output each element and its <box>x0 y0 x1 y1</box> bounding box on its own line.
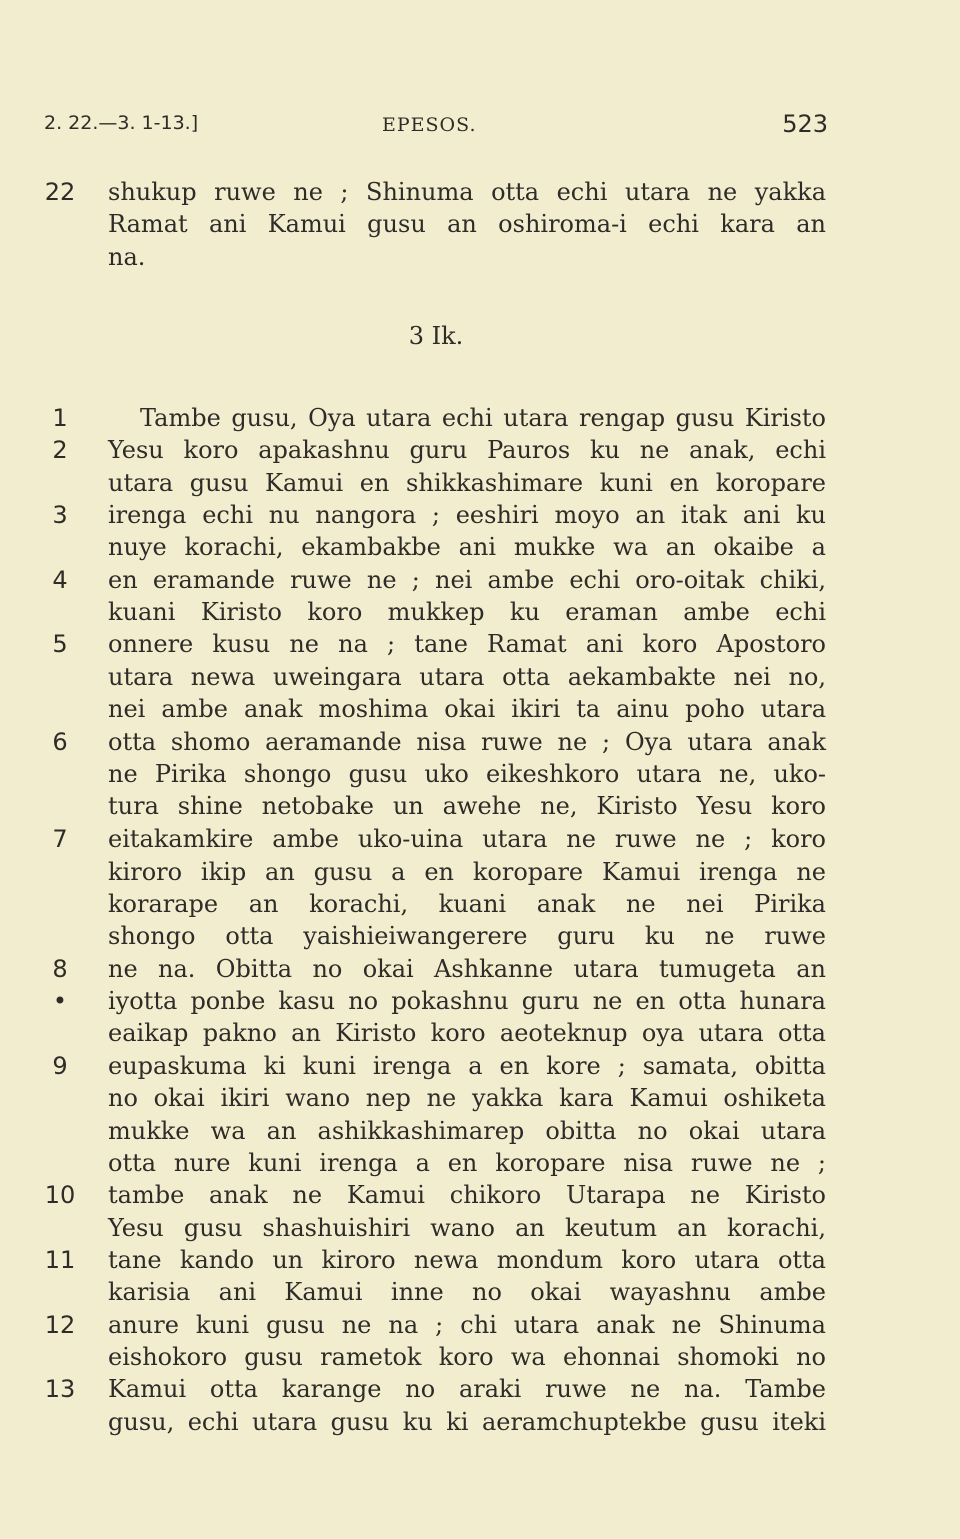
verse-number: 12 <box>44 1311 76 1339</box>
text-line: ne na. Obitta no okai Ashkanne utara tumugeta an <box>108 955 826 983</box>
text-line: kiroro ikip an gusu a en koropare Kamui irenga ne <box>108 858 826 886</box>
text-line: tane kando un kiroro newa mondum koro utara otta <box>108 1246 826 1274</box>
running-header <box>44 112 828 142</box>
verse-number: 4 <box>52 566 68 594</box>
text-line: anure kuni gusu ne na ; chi utara anak ne Shinuma <box>108 1311 826 1339</box>
verse-number: 10 <box>44 1181 76 1209</box>
text-line: shongo otta yaishieiwangerere guru ku ne ruwe <box>108 922 826 950</box>
verse-number: 22 <box>44 178 76 206</box>
text-line: Yesu koro apakashnu guru Pauros ku ne anak, echi <box>108 436 826 464</box>
text-line: gusu, echi utara gusu ku ki aeramchuptekbe gusu iteki <box>108 1408 826 1436</box>
text-line: mukke wa an ashikkashimarep obitta no okai utara <box>108 1117 826 1145</box>
text-line: shukup ruwe ne ; Shinuma otta echi utara ne yakka <box>108 178 826 206</box>
text-line: iyotta ponbe kasu no pokashnu guru ne en otta hunara <box>108 987 826 1015</box>
text-line: en eramande ruwe ne ; nei ambe echi oro-oitak chiki, <box>108 566 826 594</box>
text-line: otta nure kuni irenga a en koropare nisa ruwe ne ; <box>108 1149 826 1177</box>
text-line: eitakamkire ambe uko-uina utara ne ruwe ne ; koro <box>108 825 826 853</box>
text-line: Kamui otta karange no araki ruwe ne na. Tambe <box>108 1375 826 1403</box>
text-line: nuye korachi, ekambakbe ani mukke wa an okaibe a <box>108 533 826 561</box>
header-book-title: EPESOS. <box>382 114 477 136</box>
text-line: eupaskuma ki kuni irenga a en kore ; samata, obitta <box>108 1052 826 1080</box>
text-line: karisia ani Kamui inne no okai wayashnu ambe <box>108 1278 826 1306</box>
header-reference: 2. 22.—3. 1-13.] <box>44 112 199 134</box>
text-line: Yesu gusu shashuishiri wano an keutum an korachi, <box>108 1214 826 1242</box>
text-line: na. <box>108 243 146 271</box>
text-line: korarape an korachi, kuani anak ne nei Pirika <box>108 890 826 918</box>
text-line: eishokoro gusu rametok koro wa ehonnai shomoki no <box>108 1343 826 1371</box>
text-line: irenga echi nu nangora ; eeshiri moyo an itak ani ku <box>108 501 826 529</box>
text-line: ne Pirika shongo gusu uko eikeshkoro utara ne, uko- <box>108 760 826 788</box>
text-line: tura shine netobake un awehe ne, Kiristo Yesu koro <box>108 792 826 820</box>
verse-number: 3 <box>52 501 68 529</box>
text-line: nei ambe anak moshima okai ikiri ta ainu poho utara <box>108 695 826 723</box>
verse-number: 6 <box>52 728 68 756</box>
text-line: tambe anak ne Kamui chikoro Utarapa ne Kiristo <box>108 1181 826 1209</box>
text-line: kuani Kiristo koro mukkep ku eraman ambe echi <box>108 598 826 626</box>
verse-number: 9 <box>52 1052 68 1080</box>
text-line: utara newa uweingara utara otta aekambakte nei no, <box>108 663 826 691</box>
text-line: no okai ikiri wano nep ne yakka kara Kamui oshiketa <box>108 1084 826 1112</box>
verse-number: 13 <box>44 1375 76 1403</box>
verse-number: 11 <box>44 1246 76 1274</box>
verse-number: 7 <box>52 825 68 853</box>
margin-mark: • <box>52 987 68 1015</box>
verse-number: 5 <box>52 630 68 658</box>
chapter-heading: 3 Ik. <box>408 322 464 350</box>
page-number: 523 <box>782 110 828 138</box>
verse-number: 8 <box>52 955 68 983</box>
verse-number: 1 <box>52 404 68 432</box>
text-line: eaikap pakno an Kiristo koro aeoteknup oya utara otta <box>108 1019 826 1047</box>
text-line: utara gusu Kamui en shikkashimare kuni en koropare <box>108 469 826 497</box>
text-line: otta shomo aeramande nisa ruwe ne ; Oya utara anak <box>108 728 826 756</box>
text-line: onnere kusu ne na ; tane Ramat ani koro Apostoro <box>108 630 826 658</box>
text-line: Ramat ani Kamui gusu an oshiroma-i echi kara an <box>108 210 826 238</box>
text-line: Tambe gusu, Oya utara echi utara rengap gusu Kiristo <box>140 404 826 432</box>
verse-number: 2 <box>52 436 68 464</box>
